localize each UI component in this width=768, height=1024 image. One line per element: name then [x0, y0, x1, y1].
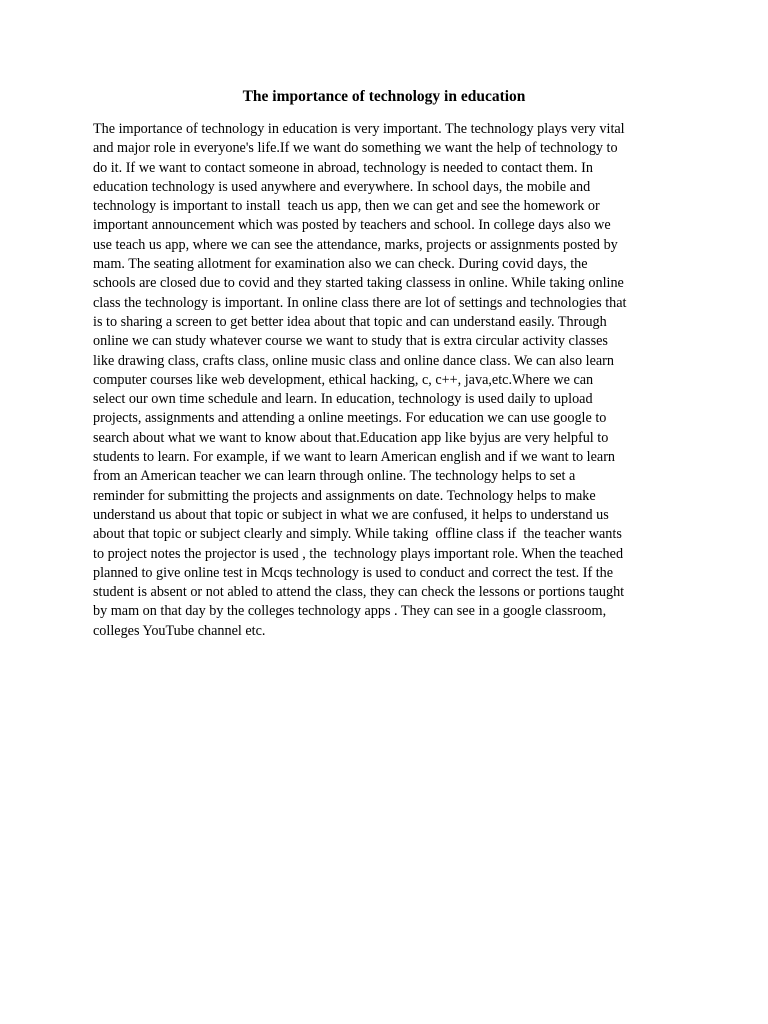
body-line: search about what we want to know about that.Education app like byjus are very helpful to [93, 429, 609, 446]
body-line: class the technology is important. In online class there are lot of settings and technologies that [93, 294, 627, 311]
body-line: schools are closed due to covid and they started taking classess in online. While taking online [93, 275, 624, 292]
body-line: to project notes the projector is used , the technology plays important role. When the teached [93, 545, 624, 562]
body-line: important announcement which was posted by teachers and school. In college days also we [93, 217, 611, 234]
body-line: online we can study whatever course we want to study that is extra circular activity classes [93, 333, 608, 350]
body-line: colleges YouTube channel etc. [93, 622, 266, 639]
body-line: computer courses like web development, ethical hacking, c, c++, java,etc.Where we can [93, 371, 594, 388]
body-line: understand us about that topic or subject in what we are confused, it helps to understand us [93, 506, 609, 523]
body-line: student is absent or not abled to attend the class, they can check the lessons or portions taught [93, 584, 625, 601]
document-title: The importance of technology in education [242, 88, 526, 105]
body-line: students to learn. For example, if we want to learn American english and if we want to learn [93, 449, 616, 466]
body-line: education technology is used anywhere and everywhere. In school days, the mobile and [93, 178, 591, 195]
body-line: by mam on that day by the colleges technology apps . They can see in a google classroom, [93, 603, 607, 620]
body-line: The importance of technology in education is very important. The technology plays very vital [93, 121, 625, 137]
document-body [93, 120, 683, 641]
body-line: and major role in everyone's life.If we want do something we want the help of technology to [93, 140, 618, 157]
body-line: select our own time schedule and learn. In education, technology is used daily to upload [93, 391, 593, 408]
body-line: projects, assignments and attending a online meetings. For education we can use google to [93, 410, 607, 427]
body-line: reminder for submitting the projects and assignments on date. Technology helps to make [93, 487, 596, 504]
body-line: technology is important to install teach us app, then we can get and see the homework or [93, 198, 600, 215]
body-line: from an American teacher we can learn through online. The technology helps to set a [93, 468, 576, 485]
body-line: about that topic or subject clearly and simply. While taking offline class if the teacher wants [93, 526, 622, 543]
body-line: planned to give online test in Mcqs technology is used to conduct and correct the test. If the [93, 564, 614, 581]
body-line: is to sharing a screen to get better idea about that topic and can understand easily. Through [93, 313, 607, 330]
body-line: mam. The seating allotment for examination also we can check. During covid days, the [93, 256, 588, 273]
body-line: use teach us app, where we can see the attendance, marks, projects or assignments posted by [93, 236, 618, 253]
body-line: do it. If we want to contact someone in abroad, technology is needed to contact them. In [93, 159, 593, 176]
body-line: like drawing class, crafts class, online music class and online dance class. We can also learn [93, 352, 614, 369]
